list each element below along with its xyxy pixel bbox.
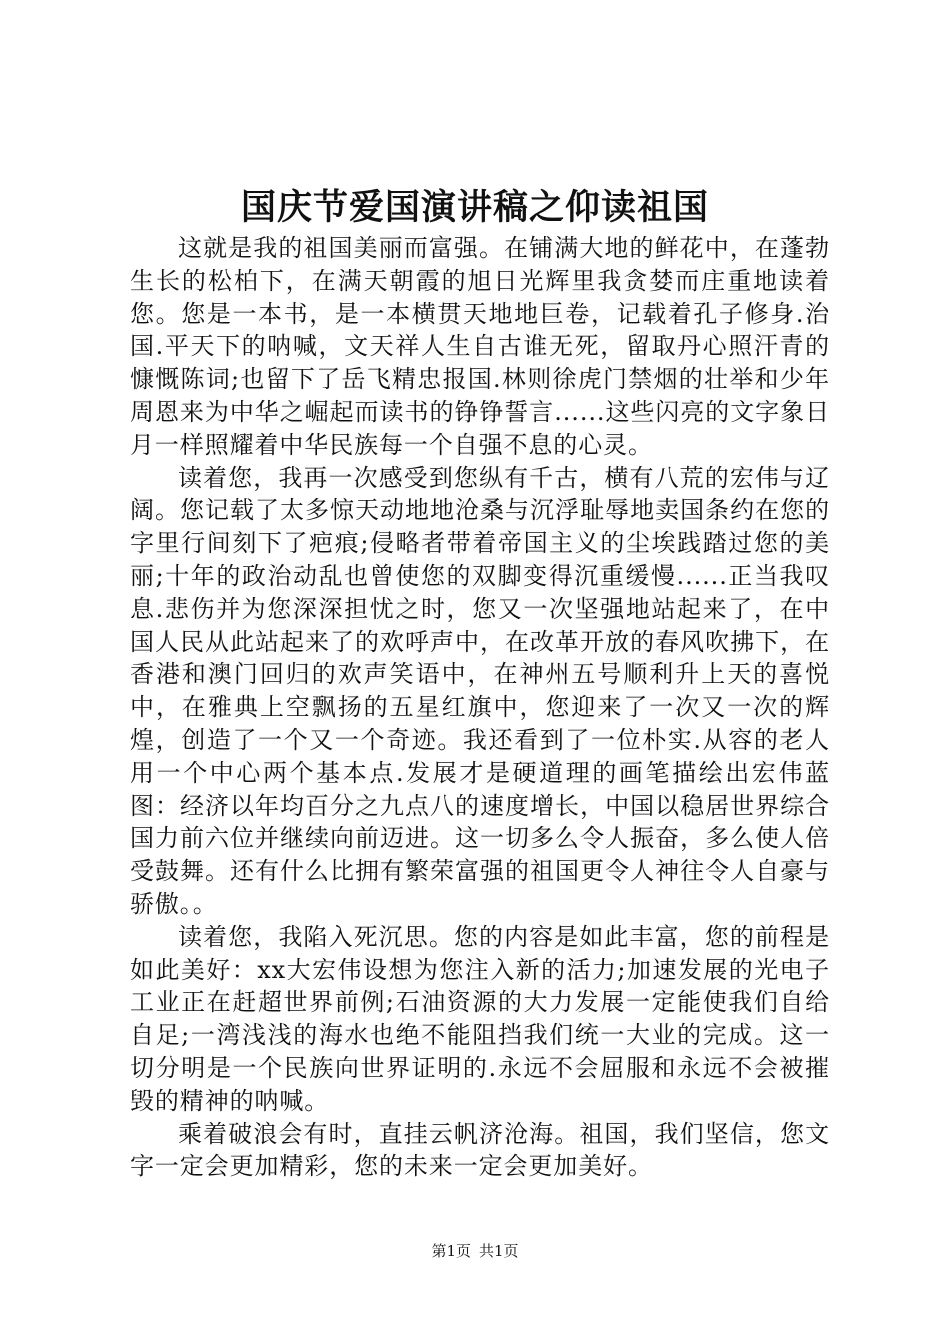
document-body [130,232,830,1183]
paragraph-4: 乘着破浪会有时，直挂云帆济沧海。祖国，我们坚信，您文字一定会更加精彩，您的未来一定会更加美好。 [130,1119,830,1181]
page-total: 共1页 [479,1242,519,1260]
paragraph-1: 这就是我的祖国美丽而富强。在铺满大地的鲜花中，在蓬勃生长的松柏下，在满天朝霞的旭日光辉里我贪婪而庄重地读着您。您是一本书，是一本横贯天地地巨卷，记载着孔子修身.治国.平天下的呐喊，文天祥人生自古谁无死，留取丹心照汗青的慷慨陈词;也留下了岳飞精忠报国.林则徐虎门禁烟的壮举和少年周恩来为中华之崛起而读书的铮铮誓言......这些闪亮的文字象日月一样照耀着中华民族每一个自强不息的心灵。 [130,234,830,459]
page-number: 第1页 [431,1242,471,1260]
paragraph-3: 读着您，我陷入死沉思。您的内容是如此丰富，您的前程是如此美好：xx大宏伟设想为您注入新的活力;加速发展的光电子工业正在赶超世界前例;石油资源的大力发展一定能使我们自给自足;一湾浅浅的海水也绝不能阻挡我们统一大业的完成。这一切分明是一个民族向世界证明的.永远不会屈服和永远不会被摧毁的精神的呐喊。 [130,922,830,1115]
paragraph-2: 读着您，我再一次感受到您纵有千古，横有八荒的宏伟与辽阔。您记载了太多惊天动地地沧桑与沉浮耻辱地卖国条约在您的字里行间刻下了疤痕;侵略者带着帝国主义的尘埃践踏过您的美丽;十年的政治动乱也曾使您的双脚变得沉重缓慢......正当我叹息.悲伤并为您深深担忧之时，您又一次坚强地站起来了，在中国人民从此站起来了的欢呼声中，在改革开放的春风吹拂下，在香港和澳门回归的欢声笑语中，在神州五号顺利升上天的喜悦中，在雅典上空飘扬的五星红旗中，您迎来了一次又一次的辉煌，创造了一个又一个奇迹。我还看到了一位朴实.从容的老人用一个中心两个基本点.发展才是硬道理的画笔描绘出宏伟蓝图：经济以年均百分之九点八的速度增长，中国以稳居世界综合国力前六位并继续向前迈进。这一切多么令人振奋，多么使人倍受鼓舞。还有什么比拥有繁荣富强的祖国更令人神往令人自豪与骄傲。。 [130,463,830,918]
page-footer [0,1240,950,1262]
document-title: 国庆节爱国演讲稿之仰读祖国 [240,187,709,228]
